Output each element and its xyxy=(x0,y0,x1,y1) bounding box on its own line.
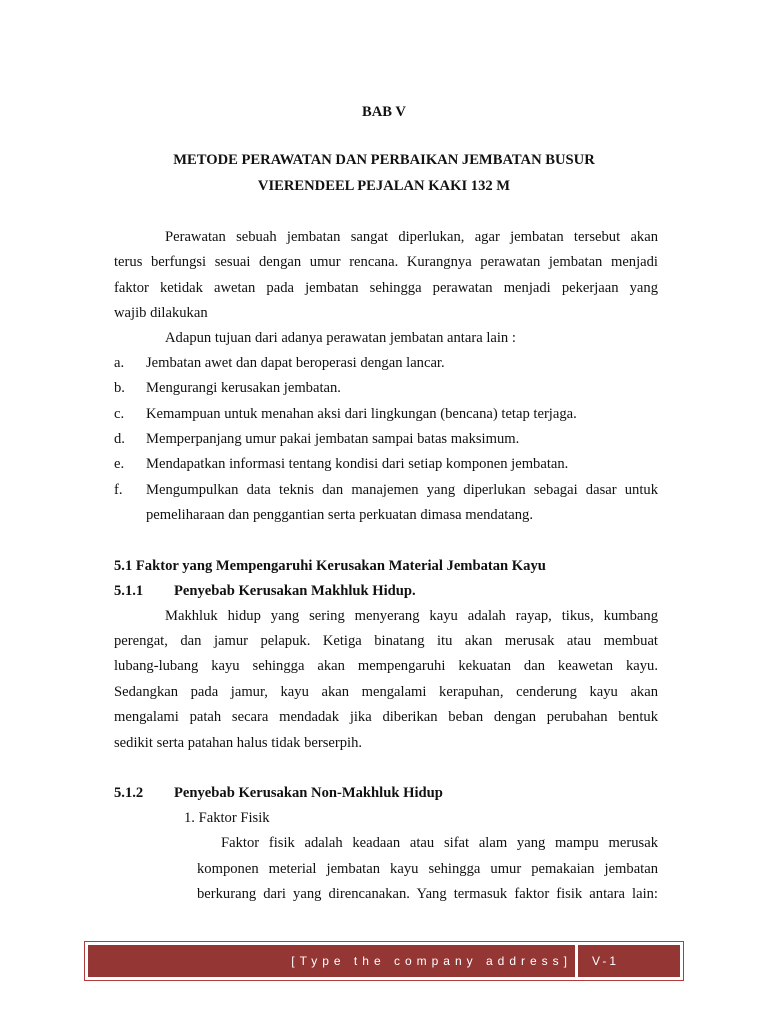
page-footer xyxy=(84,941,684,981)
section-heading: 5.1 Faktor yang Mempengaruhi Kerusakan Material Jembatan Kayu xyxy=(114,558,546,574)
list-item xyxy=(114,478,146,504)
chapter-label: BAB V xyxy=(362,104,406,120)
body-line: Makhluk hidup yang sering menyerang kayu adalah rayap, tikus, kumbang xyxy=(165,608,658,624)
list-text: Mengumpulkan data teknis dan manajemen yang diperlukan sebagai dasar untuk xyxy=(146,482,658,498)
page-title-line-2: VIERENDEEL PEJALAN KAKI 132 M xyxy=(257,178,511,194)
list-text: Mendapatkan informasi tentang kondisi dari setiap komponen jembatan. xyxy=(146,456,569,472)
list-text: Kemampuan untuk menahan aksi dari lingkungan (bencana) tetap terjaga. xyxy=(146,406,577,422)
body-line: perengat, dan jamur pelapuk. Ketiga binatang itu akan merusak atau membuat xyxy=(114,633,658,649)
body-line: mengalami patah secara mendadak jika diberikan beban dengan perubahan bentuk xyxy=(114,709,658,725)
subsection-heading xyxy=(114,579,416,605)
footer-bar xyxy=(88,945,680,977)
body-line: berkurang dari yang direncanakan. Yang termasuk faktor fisik antara lain: xyxy=(197,886,658,902)
list-text: Jembatan awet dan dapat beroperasi dengan lancar. xyxy=(146,355,445,371)
body-line: lubang-lubang kayu sehingga akan mempengaruhi kekuatan dan keawetan kayu. xyxy=(114,658,658,674)
page-title-line-1: METODE PERAWATAN DAN PERBAIKAN JEMBATAN BUSUR xyxy=(173,152,595,168)
list-marker: b. xyxy=(114,380,125,396)
list-marker: c. xyxy=(114,406,125,422)
body-line: Faktor fisik adalah keadaan atau sifat alam yang mampu merusak xyxy=(221,835,658,851)
subsection-heading xyxy=(114,781,443,807)
footer-company-address: [Type the company address] xyxy=(291,954,572,968)
intro-line-4: wajib dilakukan xyxy=(114,305,208,321)
list-marker: f. xyxy=(114,482,123,498)
body-line: komponen meterial jembatan kayu sehingga umur pemakaian jembatan xyxy=(197,861,658,877)
intro-line-3: faktor ketidak awetan pada jembatan sehingga perawatan menjadi pekerjaan yang xyxy=(114,280,658,296)
intro-line-2: terus berfungsi sesuai dengan umur rencana. Kurangnya perawatan jembatan menjadi xyxy=(114,254,658,270)
list-marker: e. xyxy=(114,456,125,472)
intro-paragraph-2: Adapun tujuan dari adanya perawatan jembatan antara lain : xyxy=(165,330,516,346)
intro-line-1: Perawatan sebuah jembatan sangat diperlukan, agar jembatan tersebut akan xyxy=(165,229,658,245)
list-text: Memperpanjang umur pakai jembatan sampai batas maksimum. xyxy=(146,431,520,447)
footer-page-number: V-1 xyxy=(592,954,620,968)
list-item xyxy=(114,351,445,377)
list-text: Mengurangi kerusakan jembatan. xyxy=(146,380,341,396)
list-item xyxy=(114,452,568,478)
subsection-title: Penyebab Kerusakan Makhluk Hidup. xyxy=(174,583,416,599)
list-text-continued: pemeliharaan dan penggantian serta perkuatan dimasa mendatang. xyxy=(146,507,533,523)
body-line: Sedangkan pada jamur, kayu akan mengalami kerapuhan, cenderung kayu akan xyxy=(114,684,658,700)
subsection-number: 5.1.2 xyxy=(114,785,144,801)
subsection-title: Penyebab Kerusakan Non-Makhluk Hidup xyxy=(174,785,443,801)
subsection-number: 5.1.1 xyxy=(114,583,144,599)
list-item xyxy=(114,427,519,453)
list-marker: a. xyxy=(114,355,125,371)
list-item xyxy=(114,402,577,428)
body-line: sedikit serta patahan halus tidak berserpih. xyxy=(114,735,363,751)
list-item xyxy=(114,376,341,402)
list-marker: d. xyxy=(114,431,125,447)
numbered-item-label: 1. Faktor Fisik xyxy=(184,810,270,826)
